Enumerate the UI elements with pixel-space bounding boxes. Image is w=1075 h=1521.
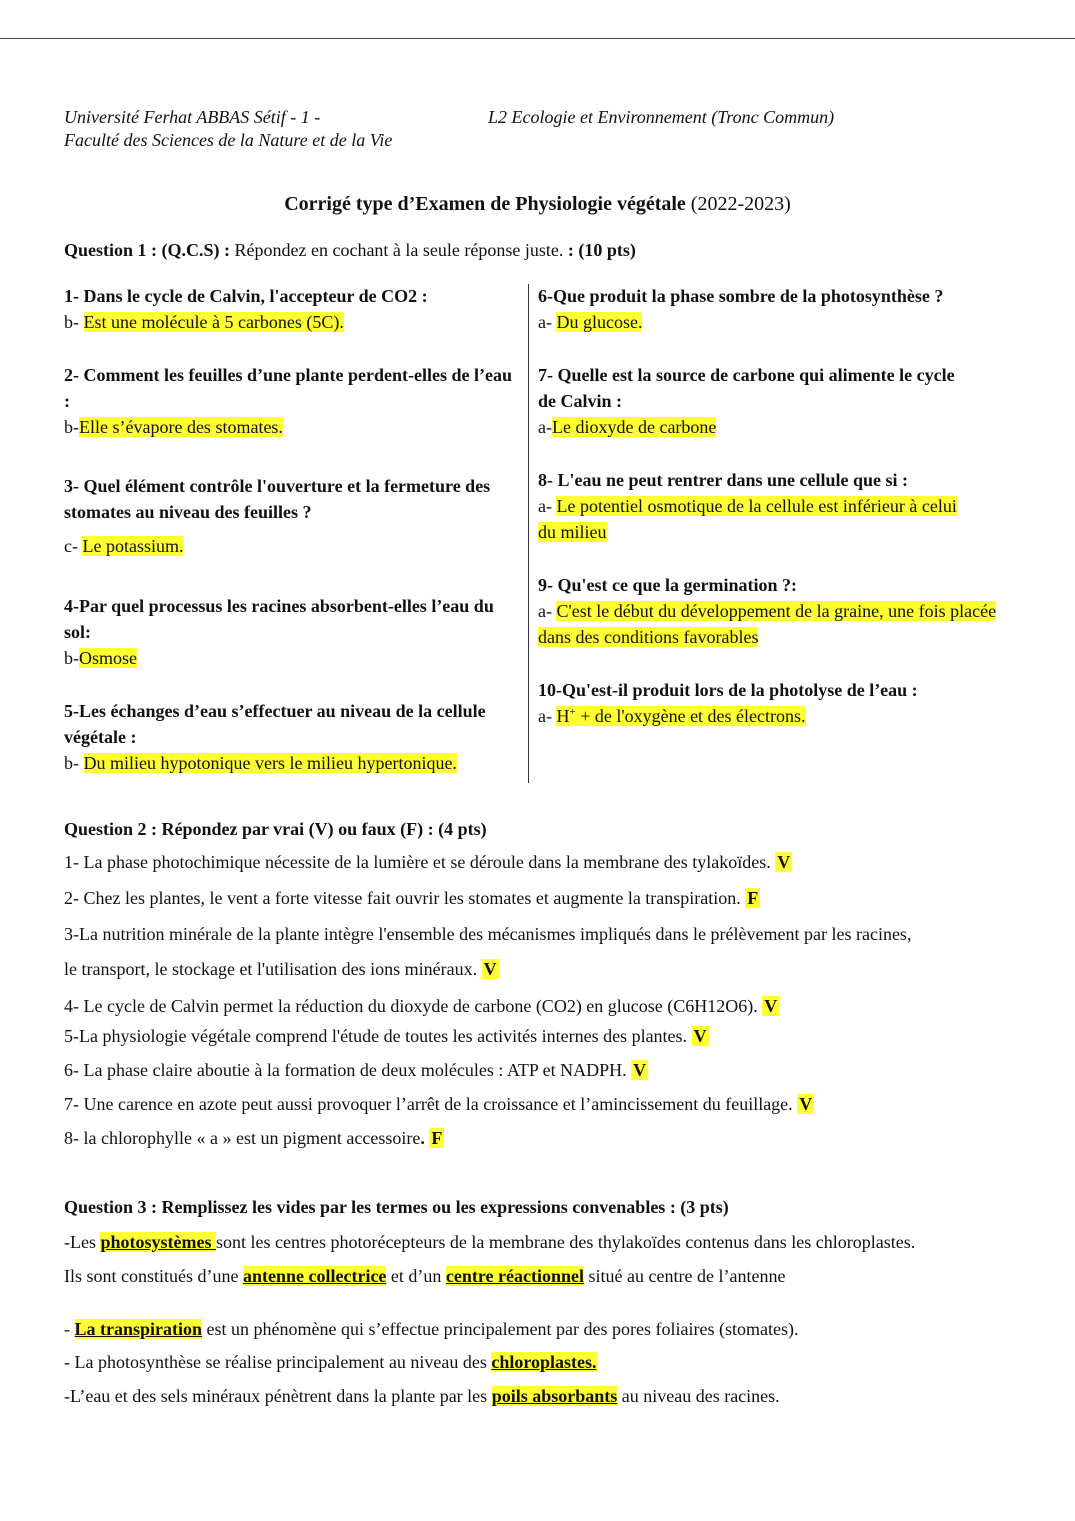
q1-item-9 bbox=[538, 572, 998, 650]
q1-item-6 bbox=[538, 283, 1008, 335]
top-rule bbox=[0, 38, 1075, 39]
q1-instruction: Répondez en cochant à la seule réponse juste. bbox=[230, 240, 568, 260]
q2-item-4 bbox=[64, 996, 779, 1017]
text: sont les centres photorécepteurs de la membrane des thylakoïdes contenus dans les chloroplastes. bbox=[215, 1232, 916, 1252]
text: situé au centre de l’antenne bbox=[584, 1266, 786, 1286]
statement: 4- Le cycle de Calvin permet la réduction du dioxyde de carbone (CO2) en glucose (C6H12O6). bbox=[64, 996, 763, 1016]
highlighted-answer: Le potassium. bbox=[82, 536, 184, 556]
q2-item-8 bbox=[64, 1128, 444, 1149]
answer-prefix: a- bbox=[538, 312, 557, 332]
q2-item-7 bbox=[64, 1094, 814, 1115]
true-false-answer: V bbox=[764, 996, 778, 1016]
answer-prefix: a- bbox=[538, 601, 557, 621]
q1-item-2 bbox=[64, 362, 520, 440]
q1-item-question: 3- Quel élément contrôle l'ouverture et la fermeture des stomates au niveau des feuilles ? bbox=[64, 476, 491, 522]
q1-item-10 bbox=[538, 677, 1008, 729]
q1-item-7 bbox=[538, 362, 968, 440]
q2-item-3-cont bbox=[64, 959, 499, 980]
true-false-answer: F bbox=[431, 1128, 443, 1148]
q3-sentence-2 bbox=[64, 1266, 785, 1287]
text: et d’un bbox=[386, 1266, 446, 1286]
title-main: Corrigé type d’Examen de Physiologie végétale bbox=[284, 193, 686, 215]
q1-item-question: 6-Que produit la phase sombre de la photosynthèse ? bbox=[538, 286, 944, 306]
q3-sentence-5 bbox=[64, 1386, 780, 1407]
title-year: (2022-2023) bbox=[685, 193, 791, 215]
q1-item-5 bbox=[64, 698, 524, 776]
statement-dot: . bbox=[420, 1128, 430, 1148]
q1-item-8 bbox=[538, 467, 968, 545]
q1-item-question: 2- Comment les feuilles d’une plante perdent-elles de l’eau : bbox=[64, 365, 512, 411]
answer-prefix: b- bbox=[64, 753, 84, 773]
statement: 8- la chlorophylle « a » est un pigment accessoire bbox=[64, 1128, 421, 1148]
text: - bbox=[64, 1319, 75, 1339]
highlighted-answer: Du milieu hypotonique vers le milieu hypertonique. bbox=[83, 753, 457, 773]
filled-blank: poils absorbants bbox=[491, 1386, 618, 1406]
true-false-answer: V bbox=[799, 1094, 813, 1114]
answer-sup: + bbox=[569, 706, 576, 718]
q1-item-question: 9- Qu'est ce que la germination ?: bbox=[538, 575, 797, 595]
highlighted-answer: Elle s’évapore des stomates. bbox=[79, 417, 283, 437]
answer-rest: + de l'oxygène et des électrons. bbox=[575, 706, 806, 726]
text: -Les bbox=[64, 1232, 101, 1252]
course-level: L2 Ecologie et Environnement (Tronc Commun) bbox=[488, 107, 835, 127]
q1-item-3 bbox=[64, 473, 520, 559]
q2-item-5 bbox=[64, 1026, 709, 1047]
statement: 2- Chez les plantes, le vent a forte vitesse fait ouvrir les stomates et augmente la transpiration. bbox=[64, 888, 746, 908]
text: au niveau des racines. bbox=[617, 1386, 780, 1406]
faculty-name: Faculté des Sciences de la Nature et de la Vie bbox=[64, 130, 393, 150]
text: est un phénomène qui s’effectue principalement par des pores foliaires (stomates). bbox=[202, 1319, 799, 1339]
q1-item-question: 5-Les échanges d’eau s’effectuer au niveau de la cellule végétale : bbox=[64, 701, 486, 747]
statement-cont: le transport, le stockage et l'utilisation des ions minéraux. bbox=[64, 959, 482, 979]
q1-item-question: 7- Quelle est la source de carbone qui alimente le cycle de Calvin : bbox=[538, 365, 955, 411]
highlighted-answer: Est une molécule à 5 carbones (5C). bbox=[83, 312, 344, 332]
page-title bbox=[0, 193, 1075, 216]
column-divider bbox=[528, 284, 529, 783]
q1-item-1 bbox=[64, 283, 520, 335]
q2-item-2 bbox=[64, 888, 760, 909]
q2-item-1 bbox=[64, 852, 792, 873]
true-false-answer: F bbox=[747, 888, 759, 908]
statement: 1- La phase photochimique nécessite de la lumière et se déroule dans la membrane des tylakoïdes. bbox=[64, 852, 776, 872]
highlighted-answer: Osmose bbox=[79, 648, 137, 668]
q3-sentence-4 bbox=[64, 1352, 597, 1373]
answer-prefix: a- bbox=[538, 417, 552, 437]
q1-item-question: 4-Par quel processus les racines absorbent-elles l’eau du sol: bbox=[64, 596, 494, 642]
answer-prefix: b- bbox=[64, 648, 79, 668]
header-left bbox=[64, 106, 392, 152]
filled-blank: photosystèmes bbox=[100, 1232, 216, 1252]
q1-label: Question 1 : (Q.C.S) : bbox=[64, 240, 230, 260]
filled-blank: antenne collectrice bbox=[242, 1266, 387, 1286]
highlighted-answer: Le potentiel osmotique de la cellule est inférieur à celui du milieu bbox=[538, 496, 957, 542]
q2-item-6 bbox=[64, 1060, 648, 1081]
true-false-answer: V bbox=[777, 852, 791, 872]
q3-sentence-3 bbox=[64, 1319, 798, 1340]
text: - La photosynthèse se réalise principalement au niveau des bbox=[64, 1352, 492, 1372]
filled-blank: La transpiration bbox=[74, 1319, 203, 1339]
highlighted-answer: C'est le début du développement de la graine, une fois placée dans des conditions favorables bbox=[538, 601, 997, 647]
q1-item-question: 1- Dans le cycle de Calvin, l'accepteur de CO2 : bbox=[64, 286, 428, 306]
filled-blank: chloroplastes. bbox=[491, 1352, 597, 1372]
question-1-heading bbox=[64, 240, 636, 261]
answer-prefix: b- bbox=[64, 417, 79, 437]
statement: 3-La nutrition minérale de la plante intègre l'ensemble des mécanismes impliqués dans le prélèvement par les racines, bbox=[64, 924, 912, 944]
answer-prefix: a- bbox=[538, 706, 557, 726]
true-false-answer: V bbox=[483, 959, 497, 979]
question-3-heading: Question 3 : Remplissez les vides par les termes ou les expressions convenables : (3 pts) bbox=[64, 1197, 729, 1217]
highlighted-answer: Du glucose. bbox=[556, 312, 643, 332]
highlighted-answer bbox=[556, 706, 805, 726]
q1-item-question: 8- L'eau ne peut rentrer dans une cellule que si : bbox=[538, 470, 909, 490]
true-false-answer: V bbox=[693, 1026, 707, 1046]
q1-item-4 bbox=[64, 593, 520, 671]
answer-prefix: a- bbox=[538, 496, 557, 516]
statement: 6- La phase claire aboutie à la formation de deux molécules : ATP et NADPH. bbox=[64, 1060, 632, 1080]
university-name: Université Ferhat ABBAS Sétif - 1 - bbox=[64, 107, 321, 127]
q1-item-question: 10-Qu'est-il produit lors de la photolyse de l’eau : bbox=[538, 680, 918, 700]
answer-prefix: b- bbox=[64, 312, 84, 332]
answer-prefix: c- bbox=[64, 536, 83, 556]
question-2-heading: Question 2 : Répondez par vrai (V) ou faux (F) : (4 pts) bbox=[64, 819, 487, 839]
q3-sentence-1 bbox=[64, 1232, 915, 1253]
highlighted-answer: Le dioxyde de carbone bbox=[551, 417, 717, 437]
true-false-answer: V bbox=[633, 1060, 647, 1080]
statement: 7- Une carence en azote peut aussi provoquer l’arrêt de la croissance et l’amincissement du feuillage. bbox=[64, 1094, 798, 1114]
q1-points: : (10 pts) bbox=[567, 240, 636, 260]
q2-item-3 bbox=[64, 924, 911, 945]
answer-h: H bbox=[556, 706, 570, 726]
statement: 5-La physiologie végétale comprend l'étude de toutes les activités internes des plantes. bbox=[64, 1026, 692, 1046]
text: -L’eau et des sels minéraux pénètrent dans la plante par les bbox=[64, 1386, 492, 1406]
filled-blank: centre réactionnel bbox=[445, 1266, 585, 1286]
text: Ils sont constitués d’une bbox=[64, 1266, 243, 1286]
